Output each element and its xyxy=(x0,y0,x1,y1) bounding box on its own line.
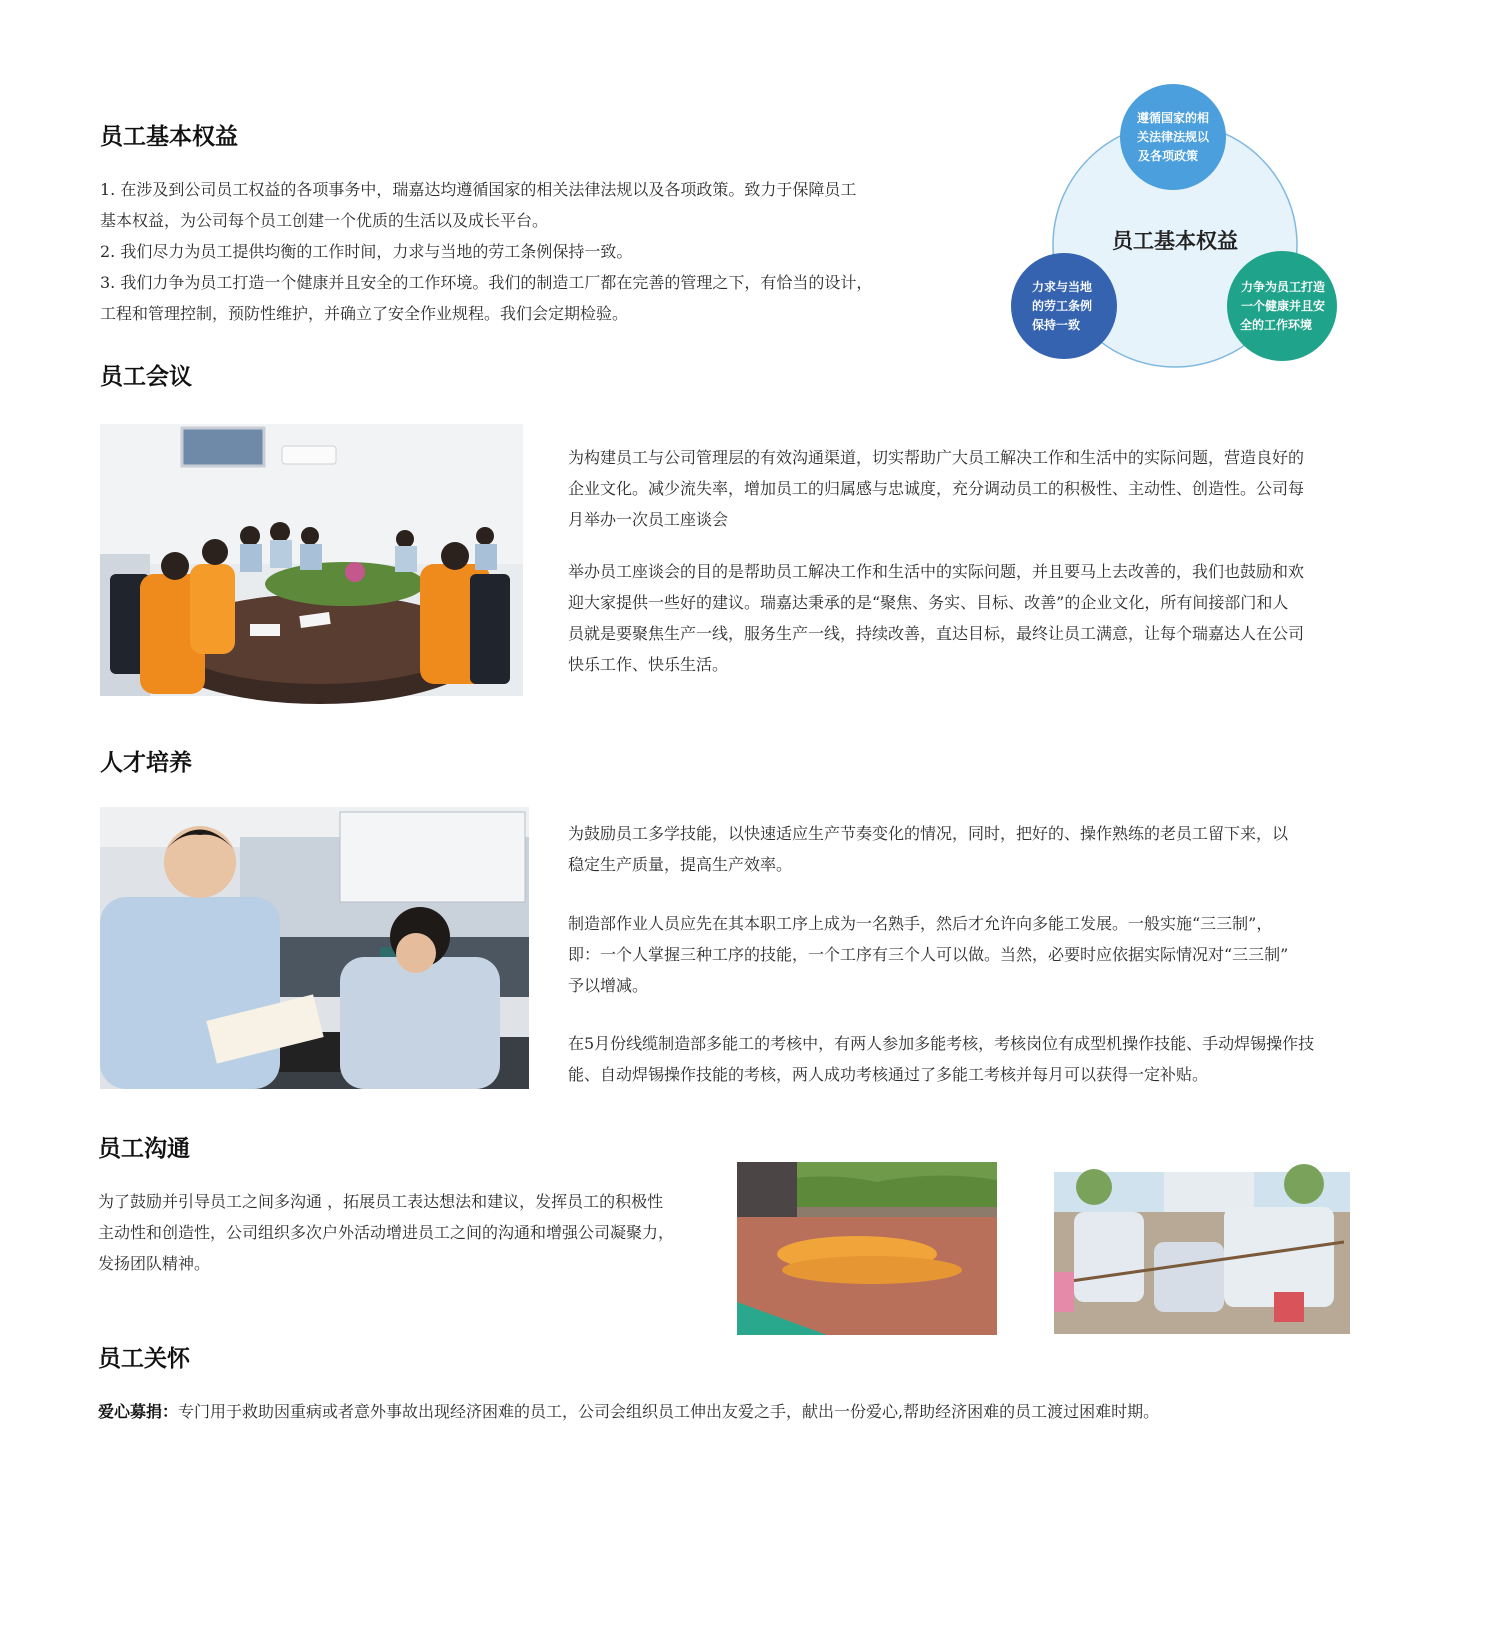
meeting-photo xyxy=(100,424,523,696)
diagram-top-label: 关法律法规以 xyxy=(1136,130,1210,144)
training-paragraph-3 xyxy=(568,1028,1314,1090)
diagram-right-label: 全的工作环境 xyxy=(1239,318,1313,332)
text-line: 企业文化。减少流失率，增加员工的归属感与忠诚度，充分调动员工的积极性、主动性、创造性。公司每 xyxy=(568,479,1305,498)
staff-care-paragraph xyxy=(98,1396,1159,1427)
text-line: 工程和管理控制，预防性维护，并确立了安全作业规程。我们会定期检验。 xyxy=(100,304,629,323)
diagram-center-label: 员工基本权益 xyxy=(1112,229,1238,253)
text-line: 2. 我们尽力为员工提供均衡的工作时间，力求与当地的劳工条例保持一致。 xyxy=(100,242,633,261)
text-line: 在5月份线缆制造部多能工的考核中，有两人参加多能考核，考核岗位有成型机操作技能、手动焊锡操作技 xyxy=(568,1034,1315,1053)
text-line: 3. 我们力争为员工打造一个健康并且安全的工作环境。我们的制造工厂都在完善的管理之下，有恰当的设计， xyxy=(100,273,873,292)
training-photo xyxy=(100,807,529,1089)
text-line: 为构建员工与公司管理层的有效沟通渠道，切实帮助广大员工解决工作和生活中的实际问题，营造良好的 xyxy=(568,448,1305,467)
diagram-right-label: 一个健康并且安 xyxy=(1240,299,1326,313)
diagram-left-label: 的劳工条例 xyxy=(1031,299,1093,313)
diagram-top-label: 及各项政策 xyxy=(1137,149,1199,163)
training-paragraph-2 xyxy=(568,908,1288,1001)
rights-diagram xyxy=(1031,80,1400,400)
text-line: 基本权益，为公司每个员工创建一个优质的生活以及成长平台。 xyxy=(100,211,549,230)
text-line: 即：一个人掌握三种工序的技能，一个工序有三个人可以做。当然，必要时应依据实际情况对“三三制” xyxy=(568,945,1289,964)
text-line: 制造部作业人员应先在其本职工序上成为一名熟手，然后才允许向多能工发展。一般实施“三三制”， xyxy=(568,914,1273,933)
text-line: 予以增减。 xyxy=(568,976,649,995)
meeting-paragraph-2 xyxy=(568,556,1304,680)
communication-paragraph xyxy=(98,1186,674,1279)
meeting-paragraph-1 xyxy=(568,442,1304,535)
diagram-right-label: 力争为员工打造 xyxy=(1240,280,1326,294)
diagram-left-label: 力求与当地 xyxy=(1031,280,1093,294)
diagram-top-label: 遵循国家的相 xyxy=(1136,111,1210,125)
training-paragraph-1 xyxy=(568,818,1288,880)
outdoor-activity-photo xyxy=(737,1162,997,1335)
text-line: 月举办一次员工座谈会 xyxy=(568,510,729,529)
text-line: 快乐工作、快乐生活。 xyxy=(568,655,729,674)
section-title-basic-rights: 员工基本权益 xyxy=(100,124,238,150)
section-title-staff-care: 员工关怀 xyxy=(98,1346,190,1372)
diagram-left-label: 保持一致 xyxy=(1031,318,1081,332)
text-line: 为了鼓励并引导员工之间多沟通 ，拓展员工表达想法和建议，发挥员工的积极性 xyxy=(98,1192,664,1211)
text-line: 员就是要聚焦生产一线，服务生产一线，持续改善，直达目标，最终让员工满意，让每个瑞嘉达人在公司 xyxy=(568,624,1305,643)
text-line xyxy=(98,1396,1159,1427)
text-line: 1. 在涉及到公司员工权益的各项事务中，瑞嘉达均遵循国家的相关法律法规以及各项政策。致力于保障员工 xyxy=(100,180,857,199)
text-line: 能、自动焊锡操作技能的考核，两人成功考核通过了多能工考核并每月可以获得一定补贴。 xyxy=(568,1065,1209,1084)
donation-label: 爱心募捐： xyxy=(98,1402,179,1421)
text-line: 稳定生产质量，提高生产效率。 xyxy=(568,855,793,874)
text-line: 主动性和创造性，公司组织多次户外活动增进员工之间的沟通和增强公司凝聚力， xyxy=(98,1223,675,1242)
section-title-talent-training: 人才培养 xyxy=(100,750,192,776)
donation-text: 专门用于救助因重病或者意外事故出现经济困难的员工，公司会组织员工伸出友爱之手，献出一份爱心,帮助经济困难的员工渡过困难时期。 xyxy=(178,1402,1160,1421)
text-line: 迎大家提供一些好的建议。瑞嘉达秉承的是“聚焦、务实、目标、改善”的企业文化，所有间接部门和人 xyxy=(568,593,1289,612)
section-title-staff-meeting: 员工会议 xyxy=(100,364,192,390)
tug-of-war-photo xyxy=(1054,1172,1350,1334)
basic-rights-text xyxy=(100,174,872,329)
text-line: 发扬团队精神。 xyxy=(98,1254,211,1273)
text-line: 举办员工座谈会的目的是帮助员工解决工作和生活中的实际问题，并且要马上去改善的，我们也鼓励和欢 xyxy=(568,562,1305,581)
section-title-communication: 员工沟通 xyxy=(98,1136,190,1162)
text-line: 为鼓励员工多学技能，以快速适应生产节奏变化的情况，同时，把好的、操作熟练的老员工留下来，以 xyxy=(568,824,1289,843)
